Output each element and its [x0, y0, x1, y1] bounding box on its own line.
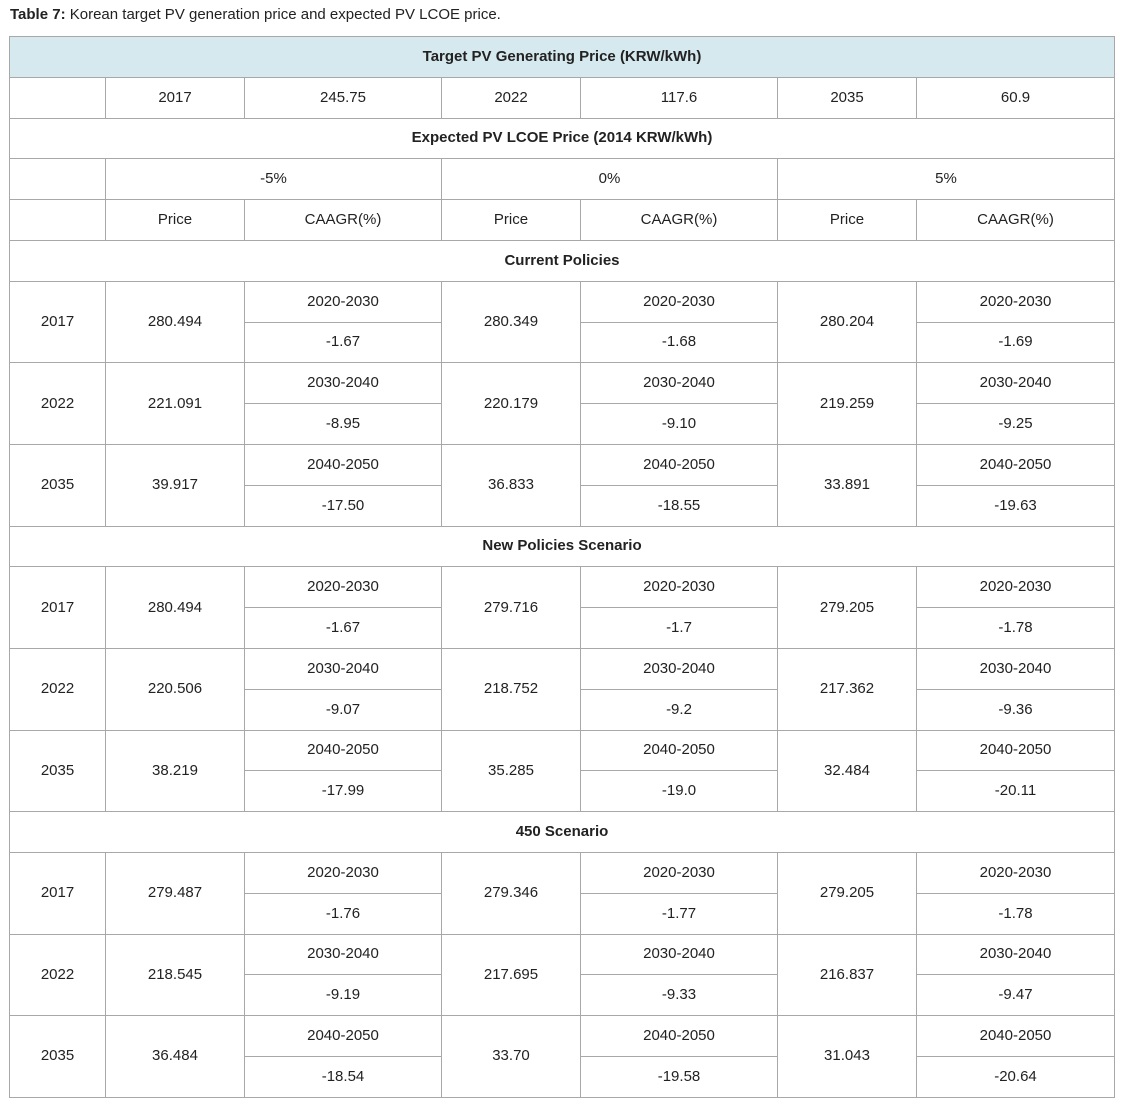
target-title: Target PV Generating Price (KRW/kWh)	[10, 37, 1115, 78]
period-cell: 2040-2050	[917, 444, 1115, 485]
caagr-cell: -20.64	[917, 1056, 1115, 1097]
section-title: Current Policies	[10, 240, 1115, 281]
caagr-cell: -1.7	[581, 608, 778, 649]
price-cell: 218.752	[442, 648, 581, 730]
section-title-row	[10, 812, 1115, 853]
rate-cell: -5%	[106, 159, 442, 200]
price-cell: 279.205	[778, 567, 917, 649]
year-cell: 2035	[10, 444, 106, 526]
section-title-row	[10, 526, 1115, 567]
caagr-cell: -19.0	[581, 771, 778, 812]
price-cell: 36.484	[106, 1016, 245, 1098]
period-cell: 2040-2050	[581, 1016, 778, 1057]
empty-cell	[10, 200, 106, 241]
year-cell: 2017	[10, 852, 106, 934]
caagr-cell: -9.10	[581, 404, 778, 445]
price-cell: 280.494	[106, 567, 245, 649]
period-cell: 2040-2050	[581, 730, 778, 771]
price-cell: 280.204	[778, 281, 917, 363]
period-cell: 2030-2040	[917, 363, 1115, 404]
price-cell: 279.205	[778, 852, 917, 934]
target-price-cell: 60.9	[917, 77, 1115, 118]
target-price-cell: 117.6	[581, 77, 778, 118]
caagr-cell: -9.47	[917, 975, 1115, 1016]
rate-cell: 5%	[778, 159, 1115, 200]
period-cell: 2030-2040	[245, 363, 442, 404]
caagr-cell: -9.25	[917, 404, 1115, 445]
caagr-cell: -1.78	[917, 608, 1115, 649]
caagr-cell: -18.55	[581, 485, 778, 526]
caagr-cell: -1.69	[917, 322, 1115, 363]
caption-text: Korean target PV generation price and expected PV LCOE price.	[69, 6, 501, 23]
table-row	[10, 648, 1115, 689]
caagr-cell: -18.54	[245, 1056, 442, 1097]
price-cell: 38.219	[106, 730, 245, 812]
year-cell: 2022	[10, 648, 106, 730]
caagr-cell: -1.76	[245, 893, 442, 934]
expected-title: Expected PV LCOE Price (2014 KRW/kWh)	[10, 118, 1115, 159]
caagr-cell: -9.07	[245, 689, 442, 730]
period-cell: 2040-2050	[245, 444, 442, 485]
price-header: Price	[442, 200, 581, 241]
caagr-cell: -9.36	[917, 689, 1115, 730]
price-cell: 33.891	[778, 444, 917, 526]
price-cell: 279.716	[442, 567, 581, 649]
target-price-cell: 245.75	[245, 77, 442, 118]
period-cell: 2020-2030	[245, 281, 442, 322]
caagr-header: CAAGR(%)	[245, 200, 442, 241]
price-cell: 31.043	[778, 1016, 917, 1098]
empty-cell	[10, 77, 106, 118]
table-caption	[10, 6, 501, 23]
price-cell: 35.285	[442, 730, 581, 812]
expected-title-row	[10, 118, 1115, 159]
period-cell: 2030-2040	[581, 363, 778, 404]
price-cell: 217.695	[442, 934, 581, 1016]
period-cell: 2020-2030	[581, 567, 778, 608]
year-cell: 2035	[10, 730, 106, 812]
price-cell: 280.349	[442, 281, 581, 363]
caagr-cell: -1.67	[245, 322, 442, 363]
table-row	[10, 444, 1115, 485]
period-cell: 2020-2030	[917, 281, 1115, 322]
target-title-row	[10, 37, 1115, 78]
table-row	[10, 281, 1115, 322]
price-cell: 218.545	[106, 934, 245, 1016]
year-cell: 2035	[10, 1016, 106, 1098]
period-cell: 2020-2030	[245, 852, 442, 893]
year-cell: 2017	[10, 281, 106, 363]
caagr-cell: -17.50	[245, 485, 442, 526]
target-values-row	[10, 77, 1115, 118]
caagr-cell: -8.95	[245, 404, 442, 445]
price-cell: 279.346	[442, 852, 581, 934]
period-cell: 2030-2040	[245, 648, 442, 689]
period-cell: 2040-2050	[581, 444, 778, 485]
target-year-cell: 2017	[106, 77, 245, 118]
caagr-cell: -9.33	[581, 975, 778, 1016]
period-cell: 2040-2050	[245, 1016, 442, 1057]
year-cell: 2017	[10, 567, 106, 649]
table-row	[10, 934, 1115, 975]
year-cell: 2022	[10, 363, 106, 445]
price-cell: 32.484	[778, 730, 917, 812]
price-cell: 39.917	[106, 444, 245, 526]
target-year-cell: 2035	[778, 77, 917, 118]
period-cell: 2020-2030	[581, 281, 778, 322]
period-cell: 2020-2030	[917, 567, 1115, 608]
table-row	[10, 852, 1115, 893]
caagr-cell: -1.67	[245, 608, 442, 649]
caagr-cell: -9.2	[581, 689, 778, 730]
year-cell: 2022	[10, 934, 106, 1016]
caagr-cell: -9.19	[245, 975, 442, 1016]
period-cell: 2040-2050	[245, 730, 442, 771]
price-cell: 279.487	[106, 852, 245, 934]
table-row	[10, 730, 1115, 771]
price-cell: 219.259	[778, 363, 917, 445]
caagr-header: CAAGR(%)	[581, 200, 778, 241]
section-title: New Policies Scenario	[10, 526, 1115, 567]
caagr-cell: -17.99	[245, 771, 442, 812]
rate-row	[10, 159, 1115, 200]
period-cell: 2020-2030	[917, 852, 1115, 893]
section-title: 450 Scenario	[10, 812, 1115, 853]
price-cell: 220.506	[106, 648, 245, 730]
caagr-cell: -19.63	[917, 485, 1115, 526]
caagr-header: CAAGR(%)	[917, 200, 1115, 241]
rate-cell: 0%	[442, 159, 778, 200]
price-cell: 221.091	[106, 363, 245, 445]
price-cell: 217.362	[778, 648, 917, 730]
price-cell: 36.833	[442, 444, 581, 526]
caagr-cell: -20.11	[917, 771, 1115, 812]
caagr-cell: -1.77	[581, 893, 778, 934]
period-cell: 2020-2030	[581, 852, 778, 893]
pv-price-table	[9, 36, 1115, 1098]
period-cell: 2020-2030	[245, 567, 442, 608]
table-row	[10, 1016, 1115, 1057]
table-body	[10, 37, 1115, 1098]
price-cell: 220.179	[442, 363, 581, 445]
period-cell: 2030-2040	[581, 934, 778, 975]
caagr-cell: -19.58	[581, 1056, 778, 1097]
caption-label: Table 7:	[10, 6, 66, 23]
caagr-cell: -1.68	[581, 322, 778, 363]
price-header: Price	[106, 200, 245, 241]
price-cell: 216.837	[778, 934, 917, 1016]
period-cell: 2040-2050	[917, 730, 1115, 771]
period-cell: 2030-2040	[917, 934, 1115, 975]
table-row	[10, 363, 1115, 404]
period-cell: 2030-2040	[245, 934, 442, 975]
price-cell: 280.494	[106, 281, 245, 363]
column-header-row	[10, 200, 1115, 241]
caagr-cell: -1.78	[917, 893, 1115, 934]
table-row	[10, 567, 1115, 608]
price-cell: 33.70	[442, 1016, 581, 1098]
section-title-row	[10, 240, 1115, 281]
period-cell: 2040-2050	[917, 1016, 1115, 1057]
target-year-cell: 2022	[442, 77, 581, 118]
price-header: Price	[778, 200, 917, 241]
empty-cell	[10, 159, 106, 200]
period-cell: 2030-2040	[917, 648, 1115, 689]
period-cell: 2030-2040	[581, 648, 778, 689]
